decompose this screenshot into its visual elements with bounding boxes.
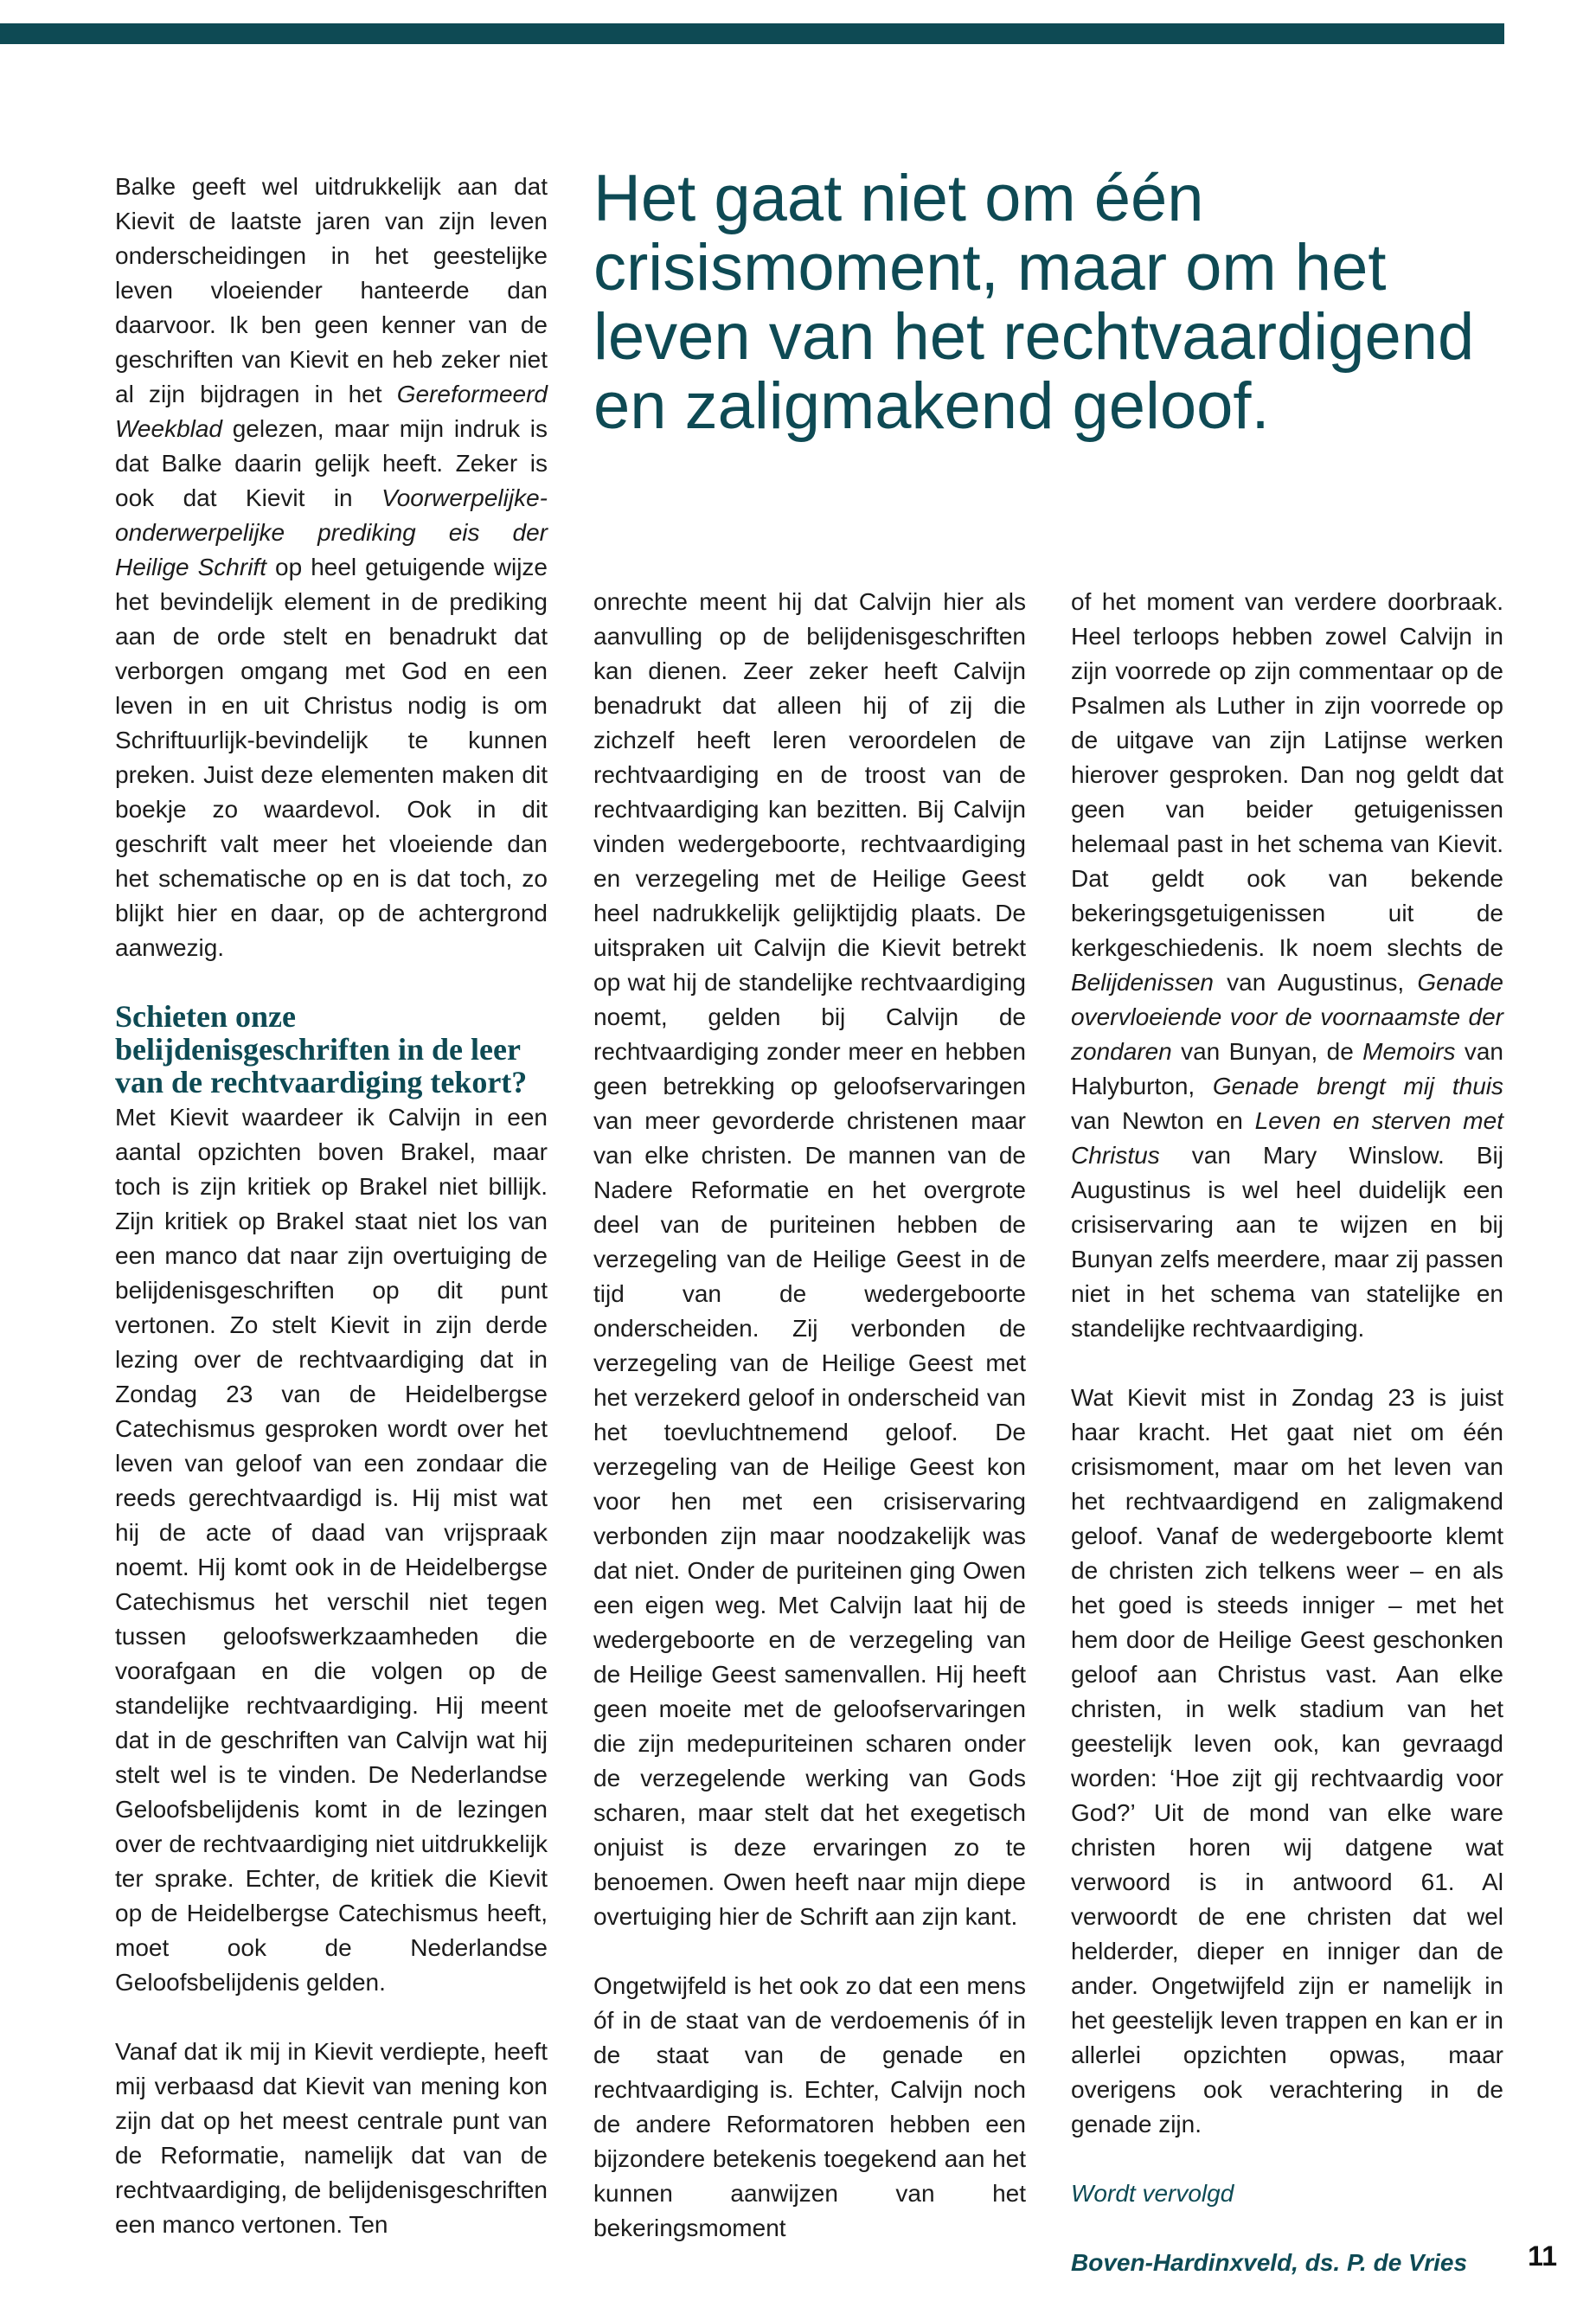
paragraph: Balke geeft wel uitdrukkelijk aan dat Kievit de laatste jaren van zijn leven onderscheidingen in het geestelijke leven vloeiender hanteerde dan daarvoor. Ik ben geen kenner van de geschriften van Kievit en heb zeker niet al zijn bijdragen in het Gereformeerd Weekblad gelezen, maar mijn indruk is dat Balke daarin gelijk heeft. Zeker is ook dat Kievit in Voorwerpelijke-onderwerpelijke prediking eis der Heilige Schrift op heel getuigende wijze het bevindelijk element in de prediking aan de orde stelt en benadrukt dat verborgen omgang met God en een leven in en uit Christus nodig is om Schriftuurlijk-bevindelijk te kunnen preken. Juist deze elementen maken dit boekje zo waardevol. Ook in dit geschrift valt meer het vloeiende dan het schematische op en is dat toch, zo blijkt hier en daar, op de achtergrond aanwezig.	[115, 173, 548, 961]
top-accent-bar	[0, 23, 1504, 44]
section-heading: Schieten onze belijdenisgeschriften in de leer van de rechtvaardiging tekort?	[115, 999, 528, 1099]
paragraph: onrechte meent hij dat Calvijn hier als aanvulling op de belijdenisgeschriften kan dienen. Zeer zeker heeft Calvijn benadrukt dat alleen hij of zij die zichzelf heeft leren veroordelen de rechtvaardiging en de troost van de rechtvaardiging kan bezitten. Bij Calvijn vinden wedergeboorte, rechtvaardiging en verzegeling met de Heilige Geest heel nadrukkelijk gelijktijdig plaats. De uitspraken uit Calvijn die Kievit betrekt op wat hij de standelijke rechtvaardiging noemt, gelden bij Calvijn de rechtvaardiging zonder meer en hebben geen betrekking op geloofservaringen van meer gevorderde christenen maar van elke christen. De mannen van de Nadere Reformatie en het overgrote deel van de puriteinen hebben de verzegeling van de Heilige Geest in de tijd van de wedergeboorte onderscheiden. Zij verbonden de verzegeling van de Heilige Geest met het verzekerd geloof in onderscheid van het toevluchtnemend geloof. De verzegeling van de Heilige Geest kon voor hen met een crisiservaring verbonden zijn maar noodzakelijk was dat niet. Onder de puriteinen ging Owen een eigen weg. Met Calvijn laat hij de wedergeboorte en de verzegeling van de Heilige Geest samenvallen. Hij heeft geen moeite met de geloofservaringen die zijn medepuriteinen scharen onder de verzegelende werking van Gods scharen, maar stelt dat het exegetisch onjuist is deze ervaringen zo te benoemen. Owen heeft naar mijn diepe overtuiging hier de Schrift aan zijn kant.	[593, 588, 1026, 1930]
paragraph: Ongetwijfeld is het ook zo dat een mens óf in de staat van de verdoemenis óf in de staat van de genade en rechtvaardiging is. Echter, Calvijn noch de andere Reformatoren hebben een bijzondere betekenis toegekend aan het kunnen aanwijzen van het bekeringsmoment	[593, 1972, 1026, 2241]
page-number: 11	[1528, 2240, 1557, 2272]
paragraph: Wat Kievit mist in Zondag 23 is juist haar kracht. Het gaat niet om één crisismoment, maar om het leven van het rechtvaardigend en zaligmakend geloof. Vanaf de wedergeboorte klemt de christen zich telkens weer – en als het goed is steeds inniger – met het hem door de Heilige Geest geschonken geloof aan Christus vast. Aan elke christen, in welk stadium van het geestelijk leven ook, kan gevraagd worden: ‘Hoe zijt gij rechtvaardig voor God?’ Uit de mond van elke ware christen horen wij datgene wat verwoord is in antwoord 61. Al verwoordt de ene christen dat wel helderder, dieper en inniger dan de ander. Ongetwijfeld zijn er namelijk in het geestelijk leven trappen en kan er in allerlei opzichten opwas, maar overigens ook verachtering in de genade zijn.	[1071, 1384, 1503, 2138]
book-title: Leven en sterven met Christus	[1071, 1107, 1503, 1169]
book-title: Genade overvloeiende voor de voornaamste der zondaren	[1071, 969, 1503, 1065]
author-signature: Boven-Hardinxveld, ds. P. de Vries	[1071, 2249, 1468, 2276]
book-title: Belijdenissen	[1071, 969, 1214, 996]
book-title: Memoirs	[1362, 1038, 1456, 1065]
pull-quote: Het gaat niet om één crisismoment, maar om het leven van het rechtvaardigend en zaligmakend geloof.	[593, 162, 1475, 443]
to-be-continued: Wordt vervolgd	[1071, 2180, 1234, 2207]
paragraph: of het moment van verdere doorbraak. Heel terloops hebben zowel Calvijn in zijn voorrede op zijn commentaar op de Psalmen als Luther in zijn voorrede op de uitgave van zijn Latijnse werken hierover gesproken. Dan nog geldt dat geen van beider getuigenissen helemaal past in het schema van Kievit. Dat geldt ook van bekende bekeringsgetuigenissen uit de kerkgeschiedenis. Ik noem slechts de Belijdenissen van Augustinus, Genade overvloeiende voor de voornaamste der zondaren van Bunyan, de Memoirs van Halyburton, Genade brengt mij thuis van Newton en Leven en sterven met Christus van Mary Winslow. Bij Augustinus is wel heel duidelijk een crisiservaring aan te wijzen en bij Bunyan zelfs meerdere, maar zij passen niet in het schema van statelijke en standelijke rechtvaardiging.	[1071, 588, 1503, 1342]
book-title: Voorwerpelijke-onderwerpelijke prediking eis der Heilige Schrift	[115, 484, 548, 580]
column-2	[593, 585, 1026, 2246]
book-title: Gereformeerd Weekblad	[115, 381, 548, 442]
book-title: Genade brengt mij thuis	[1212, 1073, 1503, 1099]
column-3	[1071, 585, 1503, 2280]
paragraph: Vanaf dat ik mij in Kievit verdiepte, heeft mij verbaasd dat Kievit van mening kon zijn dat op het meest centrale punt van de Reformatie, namelijk dat van de rechtvaardiging, de belijdenisgeschriften een manco vertonen. Ten	[115, 2038, 548, 2238]
paragraph: Met Kievit waardeer ik Calvijn in een aantal opzichten boven Brakel, maar toch is zijn kritiek op Brakel niet billijk. Zijn kritiek op Brakel staat niet los van een manco dat naar zijn overtuiging de belijdenisgeschriften op dit punt vertonen. Zo stelt Kievit in zijn derde lezing over de rechtvaardiging dat in Zondag 23 van de Heidelbergse Catechismus gesproken wordt over het leven van geloof van een zondaar die reeds gerechtvaardigd is. Hij mist wat hij de acte of daad van vrijspraak noemt. Hij komt ook in de Heidelbergse Catechismus het verschil niet tegen tussen geloofswerkzaamheden die voorafgaan en die volgen op de standelijke rechtvaardiging. Hij meent dat in de geschriften van Calvijn wat hij stelt wel is te vinden. De Nederlandse Geloofsbelijdenis komt in de lezingen over de rechtvaardiging niet uitdrukkelijk ter sprake. Echter, de kritiek die Kievit op de Heidelbergse Catechismus heeft, moet ook de Nederlandse Geloofsbelijdenis gelden.	[115, 1104, 548, 1996]
column-1	[115, 170, 548, 2242]
